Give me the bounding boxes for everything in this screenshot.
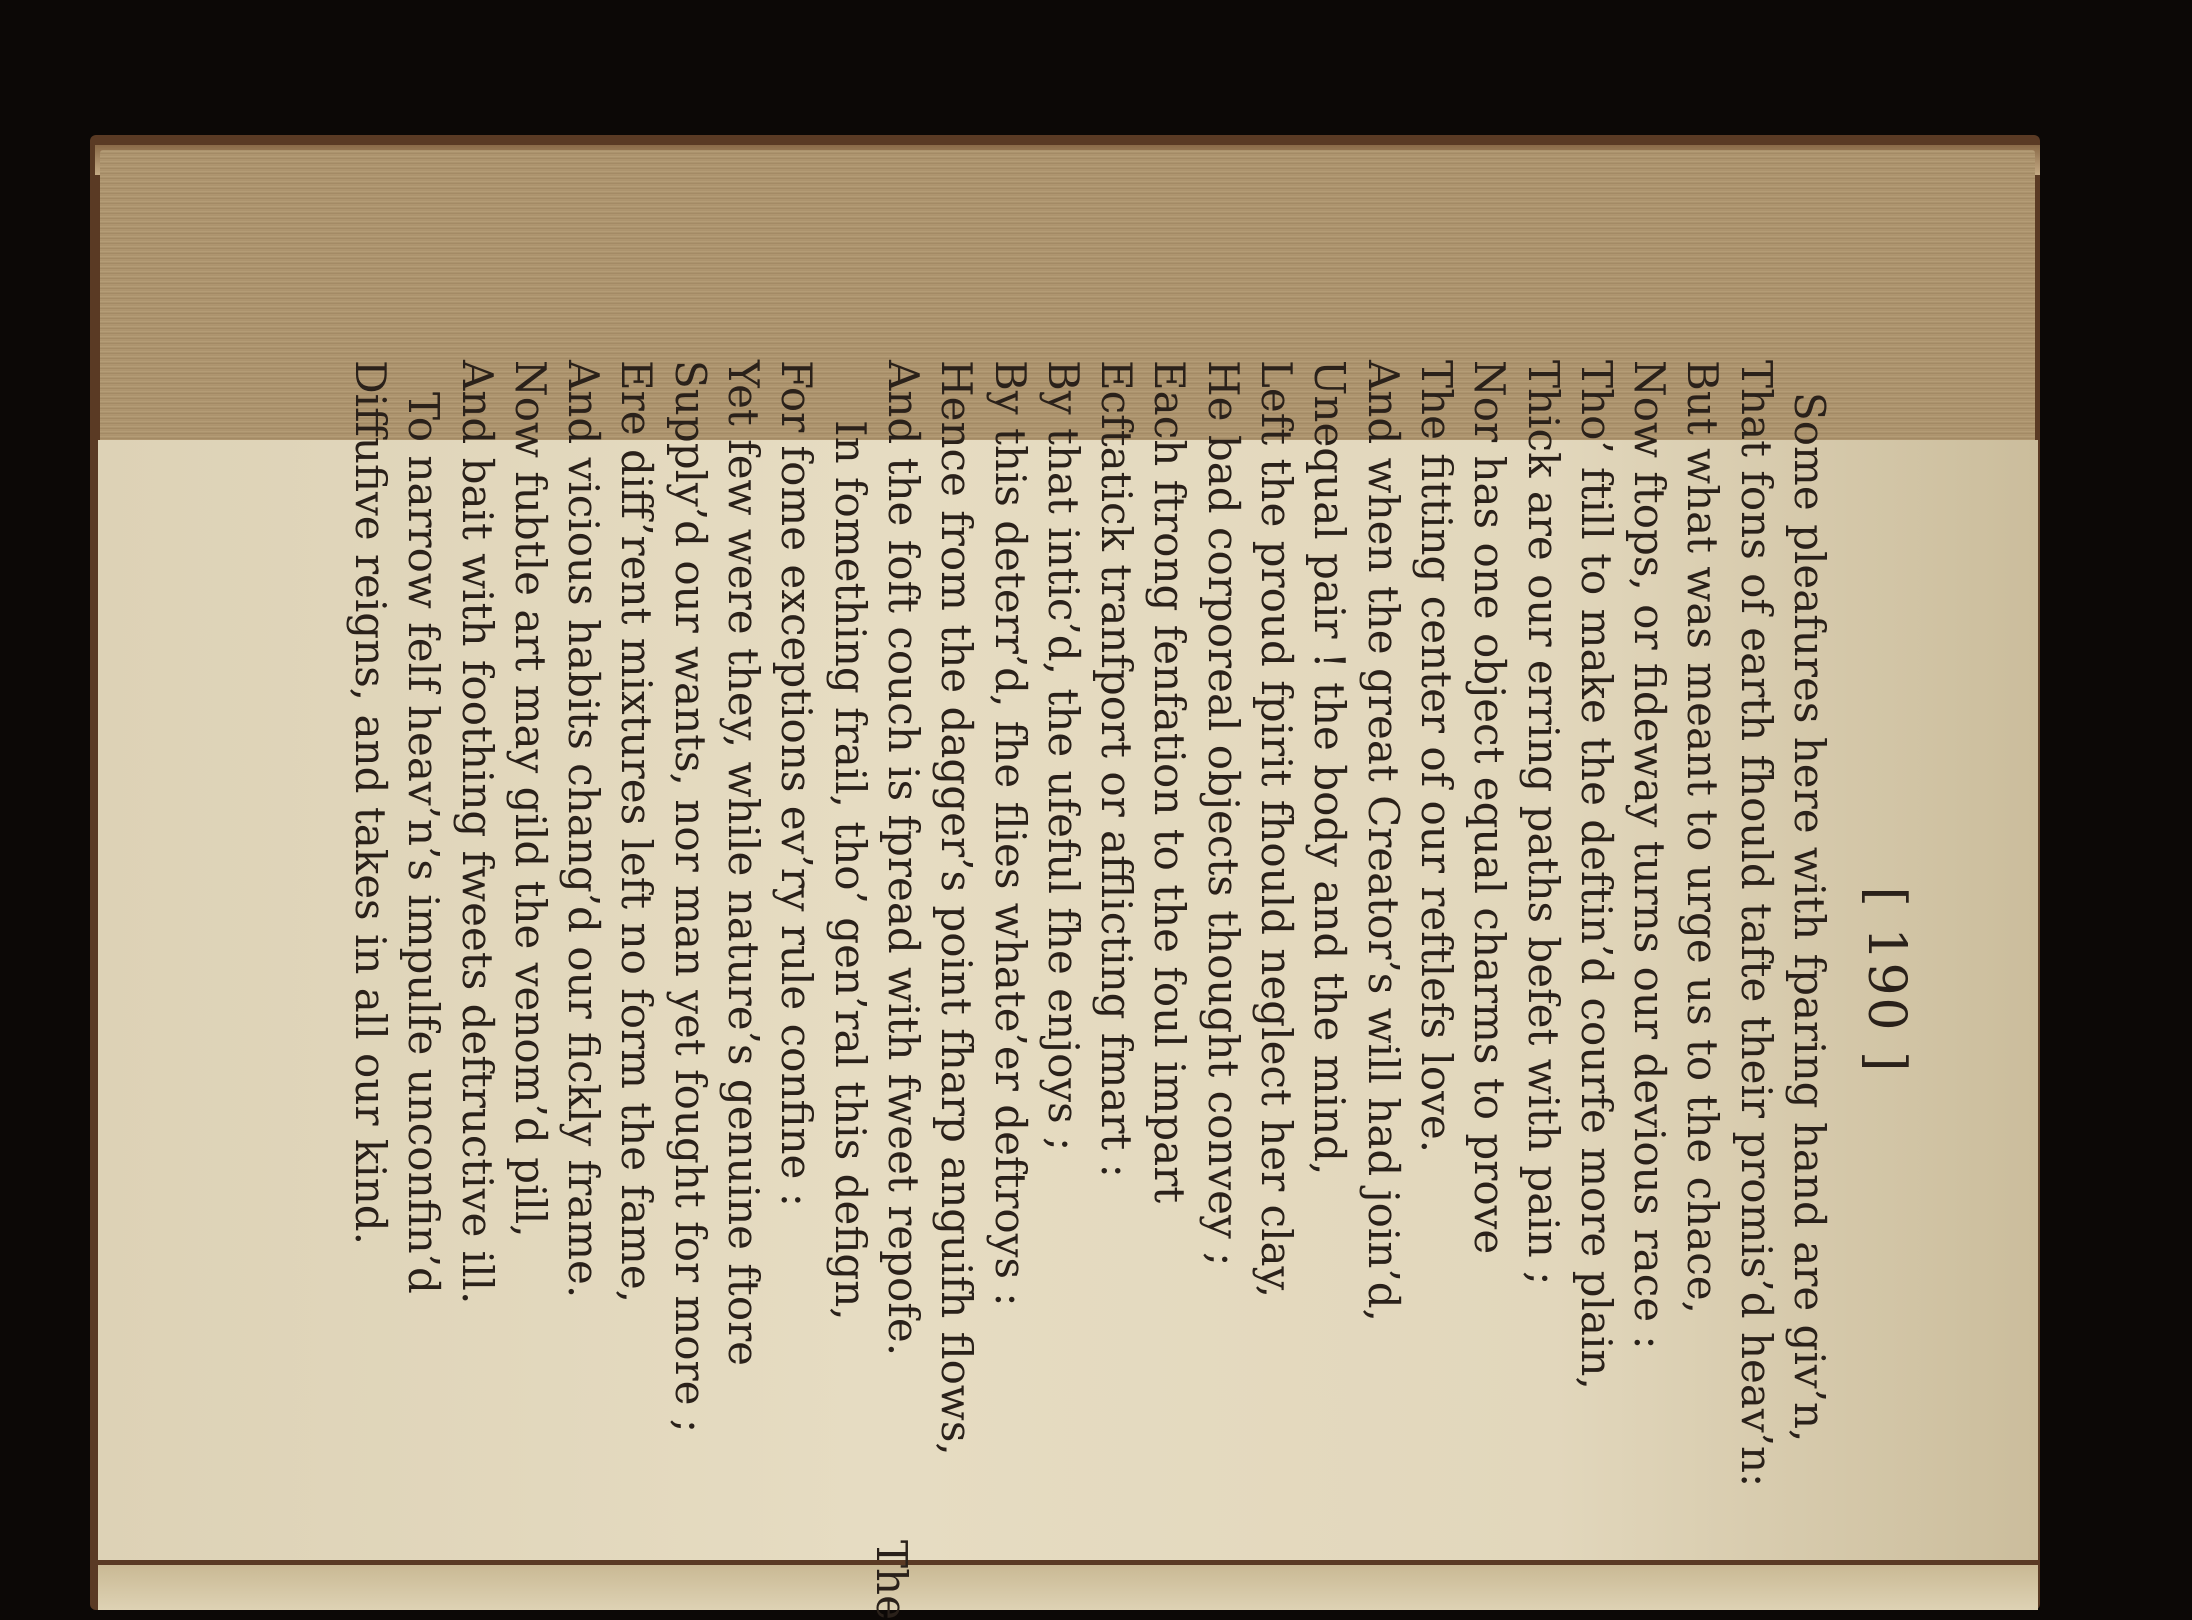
text-line: And the foft couch is fpread with fweet repofe. <box>878 360 928 1357</box>
text-line: Unequal pair ! the body and the mind, <box>1305 360 1355 1176</box>
page-number: [ 190 ] <box>1856 886 1916 1074</box>
text-line: For fome exceptions ev’ry rule confine : <box>772 360 822 1207</box>
text-line: Now ftops, or fideway turns our devious race : <box>1625 360 1675 1350</box>
text-line: The fitting center of our reftlefs love. <box>1411 360 1461 1154</box>
text-line: Tho’ ftill to make the deftin’d courfe more plain, <box>1571 360 1621 1390</box>
text-line: That fons of earth fhould tafte their promis’d heav’n: <box>1731 360 1781 1488</box>
poem-text <box>344 360 1836 1600</box>
text-line: And vicious habits chang’d our fickly frame. <box>559 360 609 1299</box>
text-line: By that intic’d, the ufeful fhe enjoys ; <box>1038 360 1088 1152</box>
text-line: In fomething frail, tho’ gen’ral this defign, <box>825 420 875 1321</box>
text-line: Left the proud fpirit fhould neglect her clay, <box>1252 360 1302 1299</box>
catchword: The <box>867 1540 916 1620</box>
text-line: Supply’d our wants, nor man yet fought for more ; <box>665 360 715 1433</box>
text-line: Ere diff’rent mixtures left no form the fame, <box>612 360 662 1304</box>
text-line: And when the great Creator’s will had join’d, <box>1358 360 1408 1323</box>
text-line: To narrow felf heav’n’s impulfe unconfin’d <box>399 392 449 1294</box>
text-line: He bad corporeal objects thought convey ; <box>1198 360 1248 1267</box>
text-line: Hence from the dagger’s point fharp anguifh flows, <box>932 360 982 1456</box>
text-line: By this deterr’d, fhe flies whate’er deftroys : <box>985 360 1035 1307</box>
rotated-page-content <box>316 360 1916 1620</box>
text-line: Now fubtle art may gild the venom’d pill, <box>505 360 555 1238</box>
text-line: Thick are our erring paths befet with pain ; <box>1518 360 1568 1286</box>
text-line: Some pleafures here with fparing hand are giv’n, <box>1785 392 1834 1443</box>
text-line: Ecftatick tranfport or afflicting fmart : <box>1092 360 1142 1178</box>
text-line: And bait with foothing fweets deftructive ill. <box>452 360 502 1305</box>
text-line: Yet few were they, while nature’s genuine ftore <box>719 360 769 1367</box>
text-line: Nor has one object equal charms to prove <box>1465 360 1515 1255</box>
text-line: Diffufive reigns, and takes in all our kind. <box>345 360 395 1245</box>
text-line: Each ftrong fenfation to the foul impart <box>1145 360 1195 1204</box>
text-line: But what was meant to urge us to the chace, <box>1678 360 1728 1314</box>
